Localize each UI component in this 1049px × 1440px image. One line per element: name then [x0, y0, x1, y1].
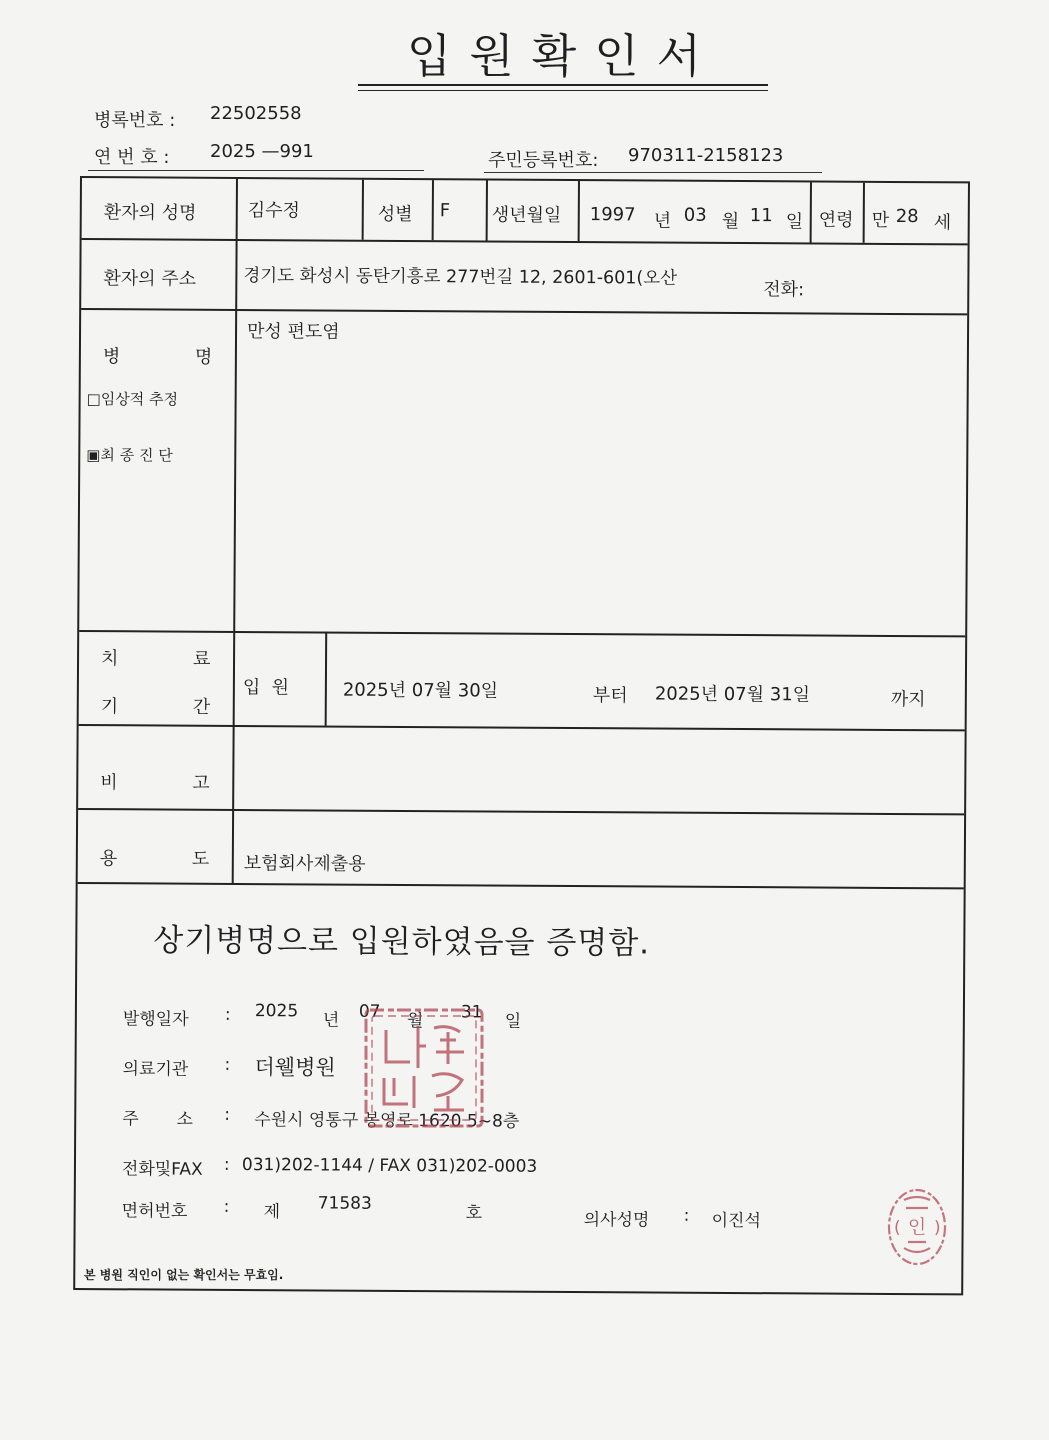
diagnosis-label-1: 병 — [102, 346, 121, 368]
rrn-underline — [484, 172, 822, 173]
issue-month-unit: 월 — [406, 1011, 424, 1032]
institution-label: 의료기관 — [122, 1059, 189, 1080]
title-underline — [358, 84, 768, 86]
remarks-label-2: 고 — [192, 772, 210, 794]
rrn-label: 주민등록번호: — [488, 150, 599, 171]
dob-day-unit: 일 — [785, 211, 804, 233]
certification-statement: 상기병명으로 입원하였음을 증명함. — [153, 922, 651, 962]
license-prefix: 제 — [263, 1202, 281, 1223]
age-value: 28 — [895, 205, 919, 228]
hospital-address-label: 주 소 — [122, 1109, 193, 1130]
serial-no: 2025 —991 — [210, 141, 314, 162]
age-prefix: 만 — [871, 209, 890, 231]
sex-label: 성별 — [377, 203, 413, 226]
institution-colon: : — [224, 1054, 231, 1075]
doctor-name: 이진석 — [711, 1210, 761, 1232]
issue-date-label: 발행일자 — [122, 1009, 189, 1030]
hospital-address: 수원시 영통구 봉영로 1620 5~8층 — [254, 1110, 520, 1132]
doctor-seal-text: 인 — [907, 1216, 927, 1238]
age-unit: 세 — [933, 212, 952, 234]
treatment-label-3: 기 — [100, 696, 119, 718]
rrn: 970311-2158123 — [628, 145, 784, 166]
dob-label: 생년월일 — [491, 204, 562, 226]
diagnosis-value: 만성 편도염 — [246, 321, 340, 343]
record-no: 22502558 — [210, 103, 302, 124]
patient-address: 경기도 화성시 동탄기흥로 277번길 12, 2601-601(오산 — [243, 266, 678, 289]
document-title: 입원확인서 — [406, 29, 720, 83]
phone-label: 전화: — [763, 279, 805, 301]
patient-name: 김수정 — [247, 200, 301, 222]
treatment-from-suffix: 부터 — [592, 685, 628, 707]
dob-year-unit: 년 — [653, 210, 672, 232]
diagnosis-label-2: 명 — [194, 346, 213, 368]
issue-year: 2025 — [254, 1001, 299, 1022]
dob-day: 11 — [749, 205, 773, 227]
license-colon: : — [223, 1196, 230, 1217]
phone-fax: 031)202-1144 / FAX 031)202-0003 — [241, 1155, 538, 1177]
hospital-address-colon: : — [224, 1104, 231, 1125]
title-underline-double — [358, 90, 768, 91]
dob-month-unit: 월 — [721, 210, 740, 233]
phone-fax-colon: : — [223, 1154, 230, 1175]
treatment-label-4: 간 — [192, 696, 211, 718]
dob-month: 03 — [683, 204, 707, 226]
serial-no-label: 연 번 호 : — [94, 147, 170, 168]
phone-fax-label: 전화및FAX — [121, 1159, 203, 1180]
purpose-value: 보험회사제출용 — [243, 853, 366, 875]
certificate-form-table — [73, 176, 970, 1295]
address-label: 환자의 주소 — [103, 268, 197, 290]
sex-value: F — [439, 200, 451, 222]
remarks-label-1: 비 — [100, 772, 118, 794]
svg-text:): ) — [934, 1218, 941, 1238]
doctor-label: 의사성명 — [583, 1210, 650, 1231]
treatment-label-2: 료 — [192, 648, 211, 670]
treatment-type: 입 원 — [242, 677, 290, 699]
clinical-estimate-checkbox: □임상적 추정 — [86, 390, 179, 409]
doctor-colon: : — [683, 1205, 690, 1226]
treatment-label-1: 치 — [100, 648, 119, 670]
license-number: 71583 — [317, 1193, 372, 1214]
doctor-seal-stamp — [884, 1186, 950, 1268]
svg-text:(: ( — [894, 1218, 901, 1238]
purpose-label-2: 도 — [191, 848, 210, 870]
issue-day-unit: 일 — [504, 1011, 522, 1032]
final-diagnosis-checkbox: ▣최 종 진 단 — [86, 446, 173, 465]
license-suffix: 호 — [465, 1203, 483, 1224]
issue-date-colon: : — [224, 1004, 231, 1025]
issue-month: 07 — [358, 1001, 381, 1022]
purpose-label-1: 용 — [99, 848, 118, 870]
age-label: 연령 — [818, 209, 854, 231]
serial-underline — [88, 170, 424, 171]
treatment-to-suffix: 까지 — [890, 688, 926, 711]
validity-footnote: 본 병원 직인이 없는 확인서는 무효임. — [84, 1268, 284, 1282]
record-no-label: 병록번호 : — [94, 110, 176, 131]
license-label: 면허번호 — [121, 1201, 188, 1222]
patient-name-label: 환자의 성명 — [103, 202, 197, 224]
treatment-to: 2025년 07월 31일 — [654, 683, 811, 706]
treatment-from: 2025년 07월 30일 — [342, 679, 499, 702]
issue-day: 31 — [460, 1002, 483, 1023]
hospital-seal-stamp — [358, 1001, 490, 1132]
institution-name: 더웰병원 — [254, 1055, 336, 1080]
dob-year: 1997 — [589, 204, 636, 226]
issue-year-unit: 년 — [322, 1010, 340, 1031]
